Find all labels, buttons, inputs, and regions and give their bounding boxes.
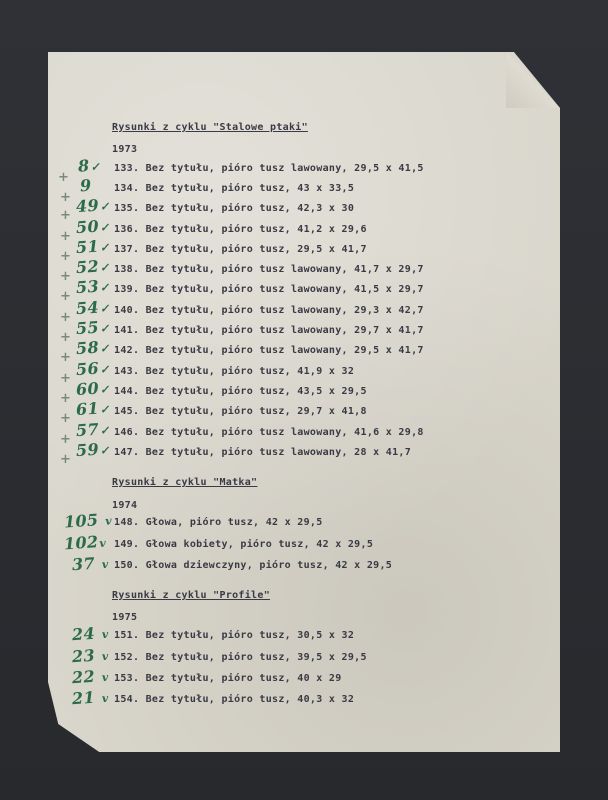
handwritten-number: 37 v [71,553,110,575]
handwritten-number: 59✓ [75,439,110,461]
list-item: 144. Bez tytułu, pióro tusz, 43,5 x 29,5 [114,386,367,397]
margin-plus: + [60,190,72,205]
section-year: 1975 [112,612,138,623]
handwritten-number: 58✓ [75,337,110,359]
list-item: 139. Bez tytułu, pióro tusz lawowany, 41,5 x 29,7 [114,284,424,295]
list-item: 137. Bez tytułu, pióro tusz, 29,5 x 41,7 [114,244,367,255]
margin-plus: + [60,411,72,426]
handwritten-number: 53✓ [75,276,110,298]
handwritten-number: 21 v [71,687,110,709]
list-item: 134. Bez tytułu, pióro tusz, 43 x 33,5 [114,183,355,194]
margin-plus: + [60,289,72,304]
margin-plus: + [60,330,72,345]
list-item: 142. Bez tytułu, pióro tusz lawowany, 29,5 x 41,7 [114,345,424,356]
handwritten-number: 51✓ [75,236,110,258]
list-item: 138. Bez tytułu, pióro tusz lawowany, 41,7 x 29,7 [114,264,424,275]
margin-plus: + [60,350,72,365]
handwritten-number: 24 v [71,623,110,645]
list-item: 150. Głowa dziewczyny, pióro tusz, 42 x 29,5 [114,560,393,571]
handwritten-number: 102v [63,532,107,554]
list-item: 149. Głowa kobiety, pióro tusz, 42 x 29,5 [114,539,374,550]
list-item: 143. Bez tytułu, pióro tusz, 41,9 x 32 [114,366,355,377]
handwritten-number: 56✓ [75,358,110,380]
margin-plus: + [60,391,72,406]
list-item: 151. Bez tytułu, pióro tusz, 30,5 x 32 [114,630,355,641]
margin-plus: + [58,170,70,185]
list-item: 147. Bez tytułu, pióro tusz lawowany, 28 x 41,7 [114,447,412,458]
list-item: 146. Bez tytułu, pióro tusz lawowany, 41,6 x 29,8 [114,427,424,438]
handwritten-number: 23 v [71,645,110,667]
list-item: 133. Bez tytułu, pióro tusz lawowany, 29,5 x 41,5 [114,163,424,174]
margin-plus: + [60,432,72,447]
handwritten-number: 61✓ [75,398,110,420]
margin-plus: + [60,371,72,386]
list-item: 153. Bez tytułu, pióro tusz, 40 x 29 [114,673,342,684]
list-item: 140. Bez tytułu, pióro tusz lawowany, 29,3 x 42,7 [114,305,424,316]
section-year: 1974 [112,500,138,511]
handwritten-number: 55✓ [75,317,110,339]
list-item: 135. Bez tytułu, pióro tusz, 42,3 x 30 [114,203,355,214]
list-item: 136. Bez tytułu, pióro tusz, 41,2 x 29,6 [114,224,367,235]
margin-plus: + [60,249,72,264]
section-heading: Rysunki z cyklu "Matka" [112,477,258,488]
handwritten-number: 54✓ [75,297,110,319]
list-item: 154. Bez tytułu, pióro tusz, 40,3 x 32 [114,694,355,705]
margin-plus: + [60,269,72,284]
handwritten-number: 49✓ [75,195,110,217]
handwritten-number: 50✓ [75,216,110,238]
handwritten-number: 22 v [71,666,110,688]
handwritten-number: 57✓ [75,419,110,441]
section-heading: Rysunki z cyklu "Stalowe ptaki" [112,122,308,133]
handwritten-number: 52✓ [75,256,110,278]
margin-plus: + [60,452,72,467]
list-item: 152. Bez tytułu, pióro tusz, 39,5 x 29,5 [114,652,367,663]
handwritten-number: 105 v [63,510,113,532]
section-year: 1973 [112,144,138,155]
margin-plus: + [60,208,72,223]
margin-plus: + [60,229,72,244]
list-item: 145. Bez tytułu, pióro tusz, 29,7 x 41,8 [114,406,367,417]
margin-plus: + [60,310,72,325]
section-heading: Rysunki z cyklu "Profile" [112,590,271,601]
list-item: 148. Głowa, pióro tusz, 42 x 29,5 [114,517,323,528]
handwritten-number: 60✓ [75,378,110,400]
handwritten-number: 8✓ [77,155,101,176]
list-item: 141. Bez tytułu, pióro tusz lawowany, 29,7 x 41,7 [114,325,424,336]
handwritten-number: 9 [79,175,93,196]
